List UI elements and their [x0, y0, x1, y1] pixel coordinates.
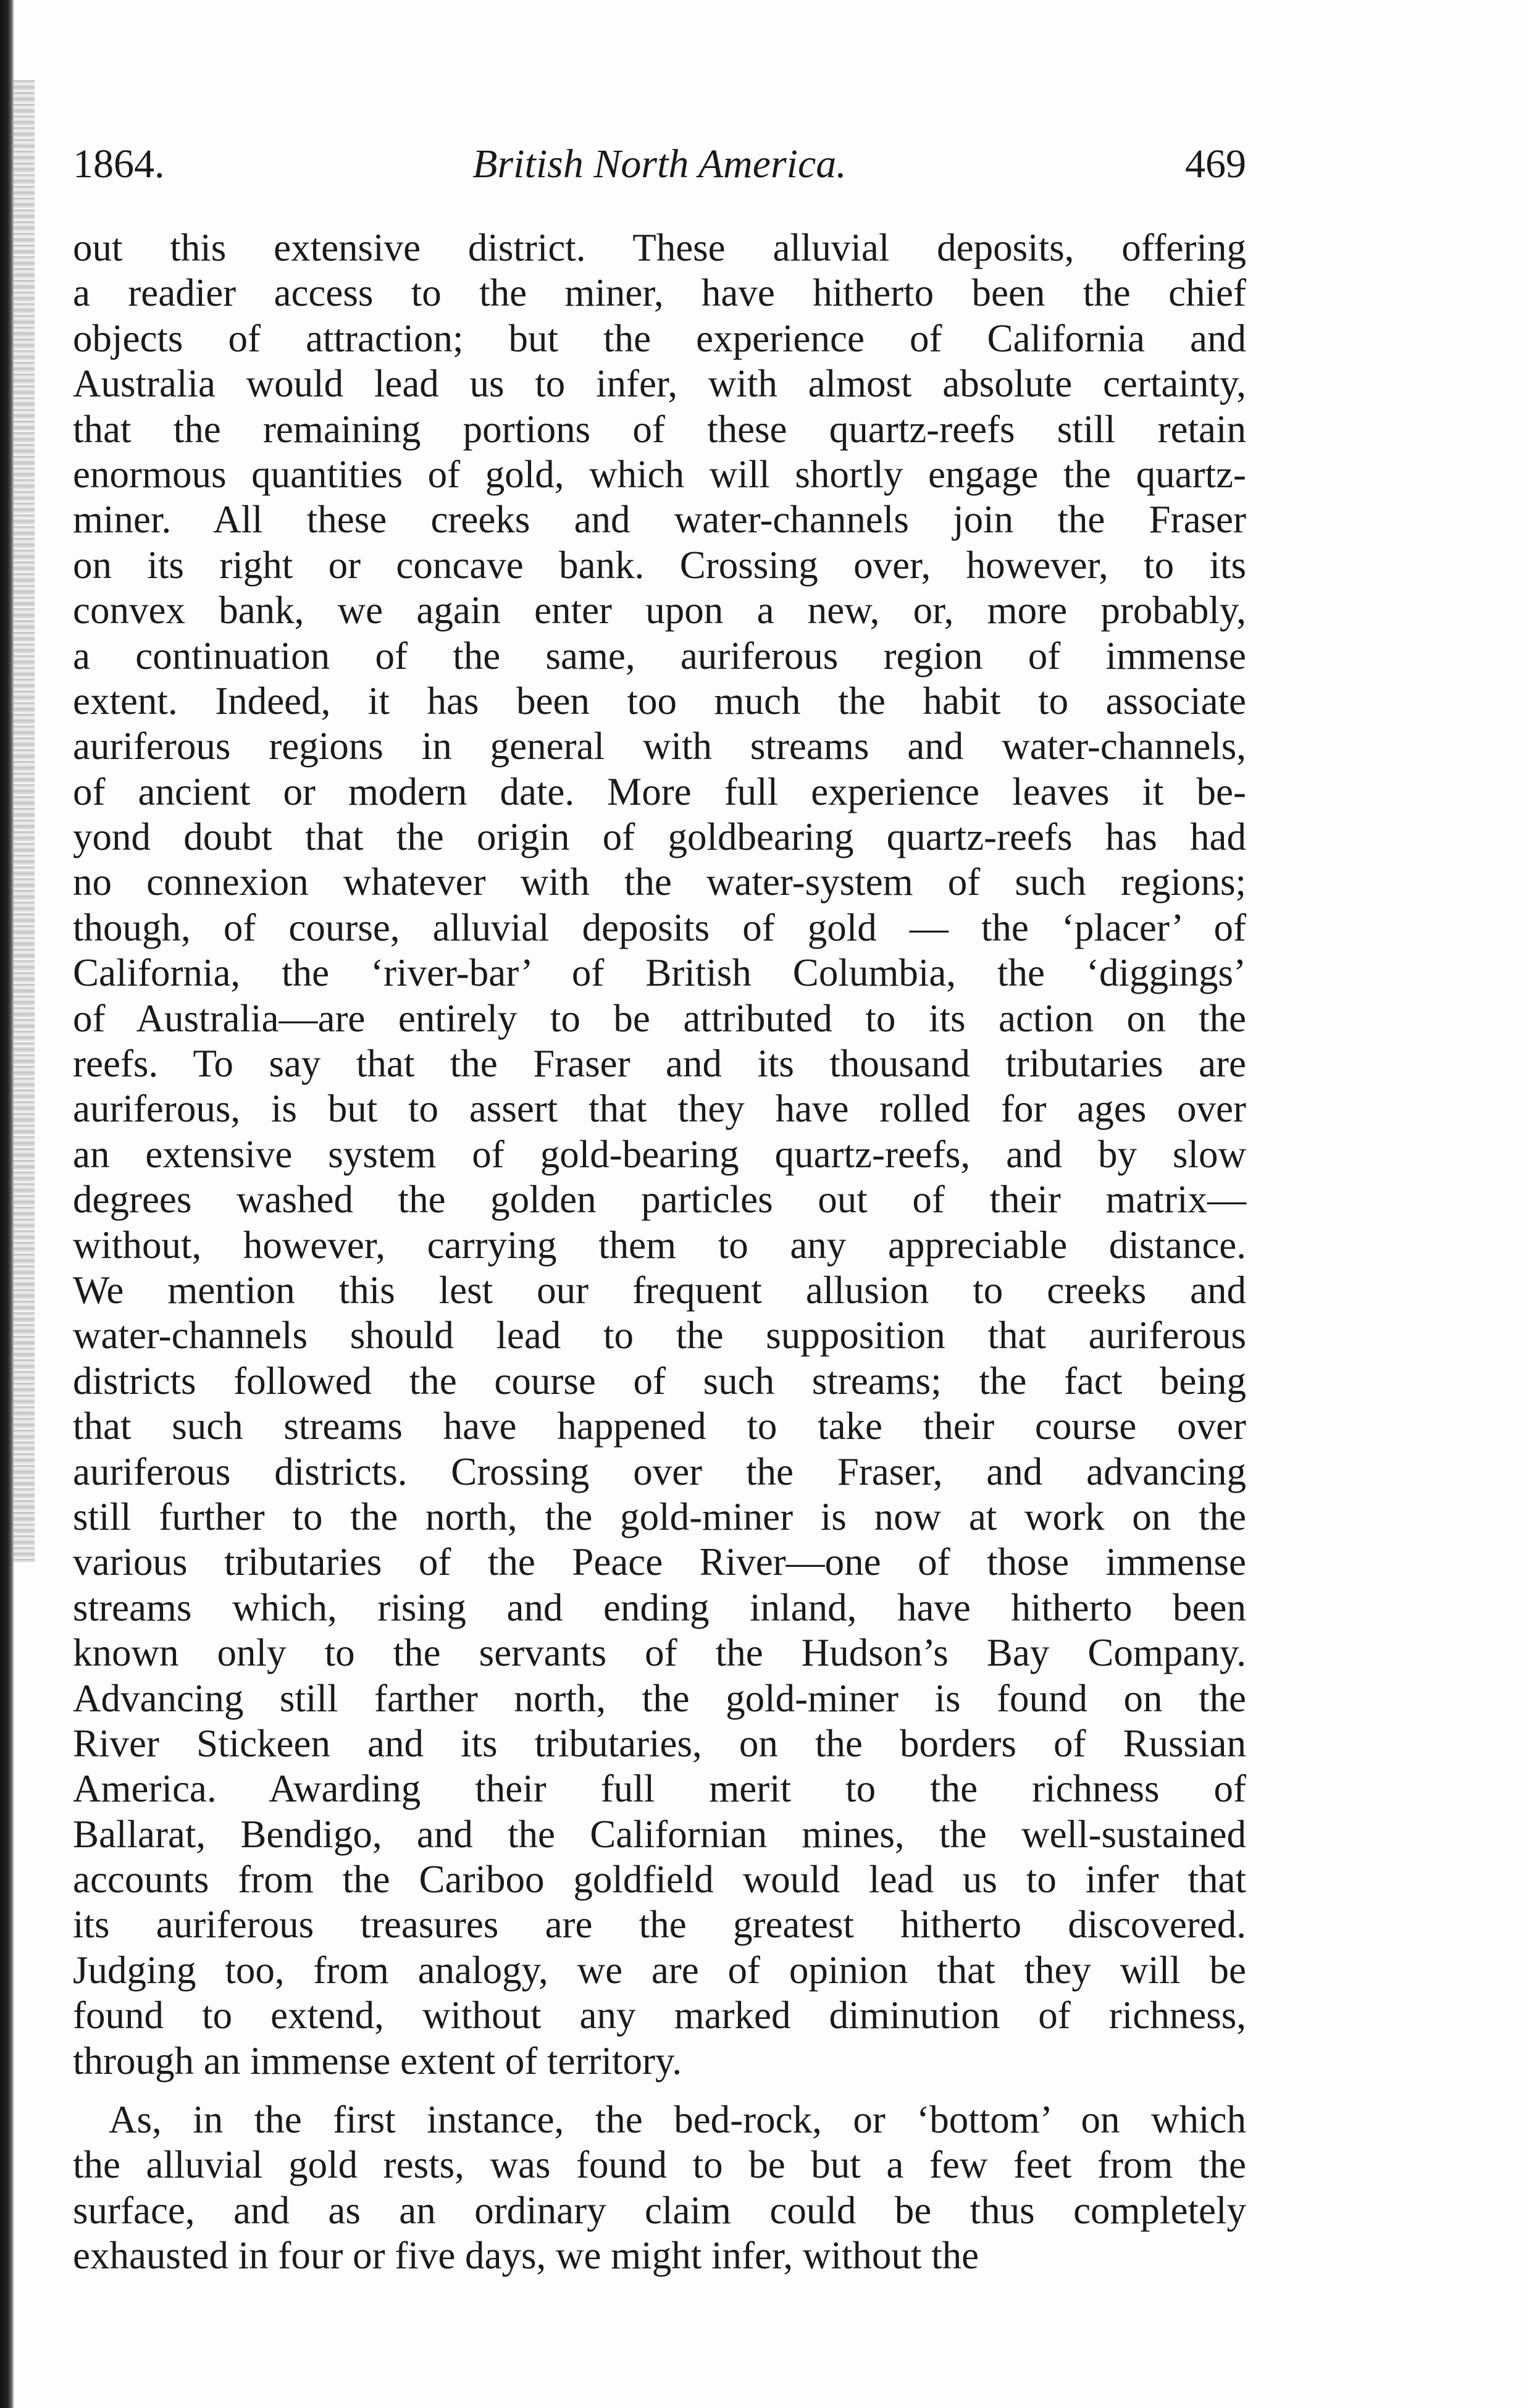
text-line: auriferous, is but to assert that they have rolled for ages over [73, 1087, 1246, 1131]
binding-edge [0, 0, 14, 2408]
text-line: without, however, carrying them to any appreciable distance. [73, 1223, 1246, 1267]
text-line: no connexion whatever with the water-system of such regions; [73, 860, 1246, 904]
text-line: reefs. To say that the Fraser and its thousand tributaries are [73, 1042, 1246, 1086]
text-line: through an immense extent of territory. [73, 2039, 682, 2083]
paragraph [73, 2097, 1246, 2279]
text-line: accounts from the Cariboo goldfield would lead us to infer that [73, 1858, 1246, 1902]
text-line: auriferous regions in general with streams and water-channels, [73, 724, 1246, 768]
text-line: a continuation of the same, auriferous region of immense [73, 634, 1246, 678]
page-number: 469 [1185, 141, 1246, 187]
text-line: Advancing still farther north, the gold-miner is found on the [73, 1676, 1246, 1720]
text-line: River Stickeen and its tributaries, on the borders of Russian [73, 1721, 1246, 1765]
text-line: Judging too, from analogy, we are of opinion that they will be [73, 1948, 1246, 1992]
paragraph [73, 225, 1246, 2084]
text-line: that such streams have happened to take their course over [73, 1404, 1246, 1448]
text-line: the alluvial gold rests, was found to be but a few feet from the [73, 2143, 1246, 2187]
text-line: out this extensive district. These alluvial deposits, offering [73, 226, 1246, 269]
text-line: objects of attraction; but the experience of California and [73, 316, 1246, 360]
text-line: exhausted in four or five days, we might infer, without the [73, 2234, 979, 2278]
text-line: found to extend, without any marked diminution of richness, [73, 1994, 1246, 2037]
text-line: auriferous districts. Crossing over the Fraser, and advancing [73, 1449, 1246, 1493]
text-line: Ballarat, Bendigo, and the Californian mines, the well-sustained [73, 1812, 1246, 1856]
text-line: of Australia—are entirely to be attributed to its action on the [73, 996, 1246, 1040]
text-line: America. Awarding their full merit to the richness of [73, 1767, 1246, 1811]
text-line: miner. All these creeks and water-channels join the Fraser [73, 498, 1246, 542]
text-line: known only to the servants of the Hudson’s Bay Company. [73, 1631, 1246, 1675]
text-line: of ancient or modern date. More full experience leaves it be- [73, 770, 1246, 813]
running-title: British North America. [472, 141, 847, 187]
text-line: enormous quantities of gold, which will shortly engage the quartz- [73, 452, 1246, 496]
text-line: districts followed the course of such streams; the fact being [73, 1359, 1246, 1403]
text-line: As, in the first instance, the bed-rock, or ‘bottom’ on which [109, 2098, 1246, 2142]
header-year: 1864. [73, 141, 165, 187]
text-line: streams which, rising and ending inland, have hitherto been [73, 1585, 1246, 1629]
body-text [73, 225, 1246, 2279]
paragraph-gap [73, 2084, 1246, 2097]
text-line: a readier access to the miner, have hitherto been the chief [73, 271, 1246, 315]
text-line: degrees washed the golden particles out of their matrix— [73, 1178, 1246, 1222]
text-line: Australia would lead us to infer, with almost absolute certainty, [73, 362, 1246, 406]
text-line: surface, and as an ordinary claim could be thus completely [73, 2188, 1246, 2232]
text-line: water-channels should lead to the supposition that auriferous [73, 1314, 1246, 1357]
text-line: extent. Indeed, it has been too much the habit to associate [73, 679, 1246, 723]
text-line: that the remaining portions of these quartz-reefs still retain [73, 407, 1246, 451]
binding-shadow [14, 80, 35, 1563]
text-line: though, of course, alluvial deposits of gold — the ‘placer’ of [73, 905, 1246, 949]
text-line: We mention this lest our frequent allusion to creeks and [73, 1268, 1246, 1312]
text-line: various tributaries of the Peace River—one of those immense [73, 1540, 1246, 1584]
text-line: on its right or concave bank. Crossing over, however, to its [73, 543, 1246, 587]
running-header [73, 141, 1246, 209]
text-line: yond doubt that the origin of goldbearing quartz-reefs has had [73, 815, 1246, 859]
text-line: California, the ‘river-bar’ of British Columbia, the ‘diggings’ [73, 951, 1246, 995]
text-line: convex bank, we again enter upon a new, or, more probably, [73, 589, 1246, 632]
text-line: an extensive system of gold-bearing quartz-reefs, and by slow [73, 1132, 1246, 1176]
text-line: still further to the north, the gold-miner is now at work on the [73, 1495, 1246, 1538]
text-line: its auriferous treasures are the greatest hitherto discovered. [73, 1903, 1246, 1947]
